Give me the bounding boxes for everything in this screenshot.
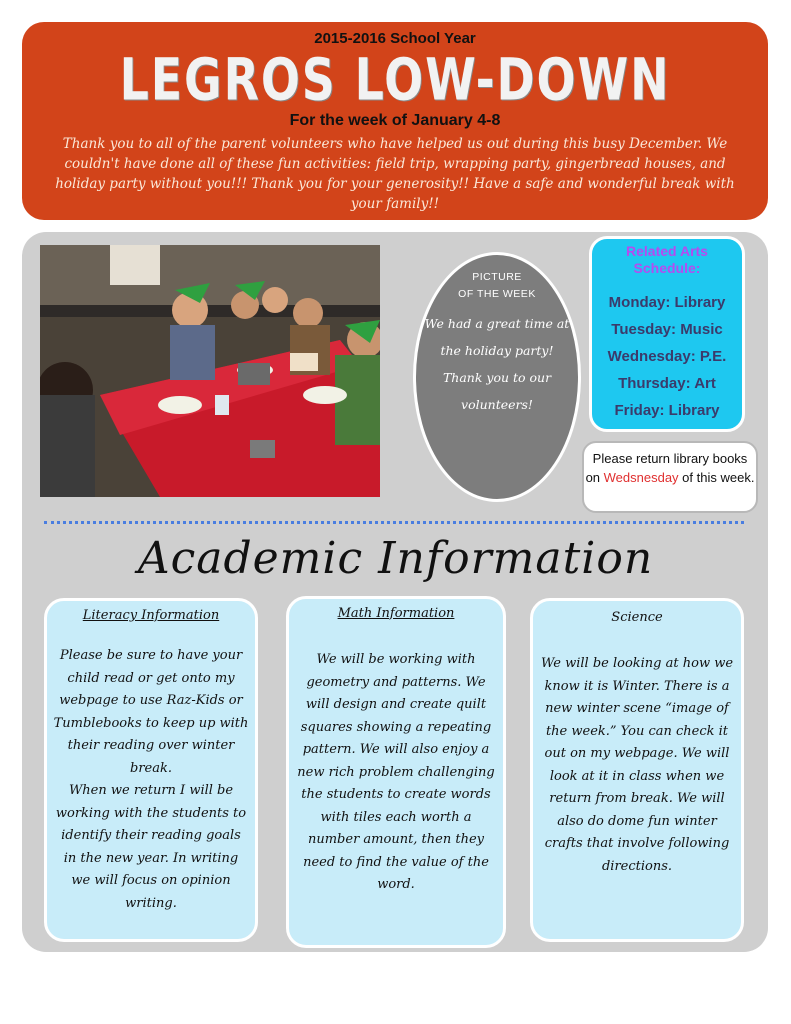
library-day-highlight: Wedsnesday <box>603 470 679 485</box>
academic-information-heading: Academic Information <box>137 533 654 584</box>
library-return-note: Please return library books on Wedsnesday of this week. <box>582 441 758 513</box>
newsletter-header <box>22 22 768 220</box>
literacy-title: Literacy Information <box>82 608 220 623</box>
science-body: We will be looking at how we know it is Winter. There is a new winter scene “image of the week.” You can check it out on my webpage. We will look at it in class when we return from break. We will also do dome fun winter crafts that involve following directions. <box>540 656 734 874</box>
week-label: For the week of January 4-8 <box>289 112 501 129</box>
picture-of-week-label: PICTURE OF THE WEEK <box>458 271 536 300</box>
literacy-card <box>44 598 258 942</box>
picture-of-week-text: We had a great time at the holiday party! Thank you to our volunteers! <box>424 316 570 412</box>
math-card <box>286 596 506 948</box>
related-arts-list <box>592 289 742 424</box>
related-arts-title: Related Arts Schedule: <box>626 243 708 276</box>
school-year: 2015-2016 School Year <box>314 30 476 47</box>
schedule-day: Tuesday: Music <box>611 321 723 338</box>
math-body: We will be working with geometry and patterns. We will design and create quilt squares showing a repeating pattern. We will also enjoy a new rich problem challenging the students to create words with tiles each worth a number amount, then they need to find the value of the word. <box>297 652 495 892</box>
science-card <box>530 598 744 942</box>
schedule-day: Wednesday: P.E. <box>607 348 727 365</box>
schedule-day: Thursday: Art <box>618 375 716 392</box>
related-arts-schedule <box>589 236 745 432</box>
science-title: Science <box>611 610 663 625</box>
literacy-body: Please be sure to have your child read or get onto my webpage to use Raz-Kids or Tumblebooks to keep up with their reading over winter break. When we return I will be working with the students to identify their reading goals in the new year. In writing we will focus on opinion writing. <box>53 648 249 911</box>
thank-you-message: Thank you to all of the parent volunteers who have helped us out during this busy December. We couldn't have done all of these fun activities: field trip, wrapping party, gingerbread houses, and holiday party without you!!! Thank you for your generosity!! Have a safe and wonderful break with your family!! <box>55 136 735 212</box>
picture-of-the-week-oval <box>413 252 581 502</box>
dotted-divider <box>44 521 744 524</box>
holiday-party-photo <box>40 245 380 497</box>
schedule-day: Friday: Library <box>614 402 720 419</box>
schedule-day: Monday: Library <box>608 294 726 311</box>
newsletter-title: LEGROS LOW-DOWN <box>119 46 671 114</box>
math-title: Math Information <box>337 606 455 621</box>
